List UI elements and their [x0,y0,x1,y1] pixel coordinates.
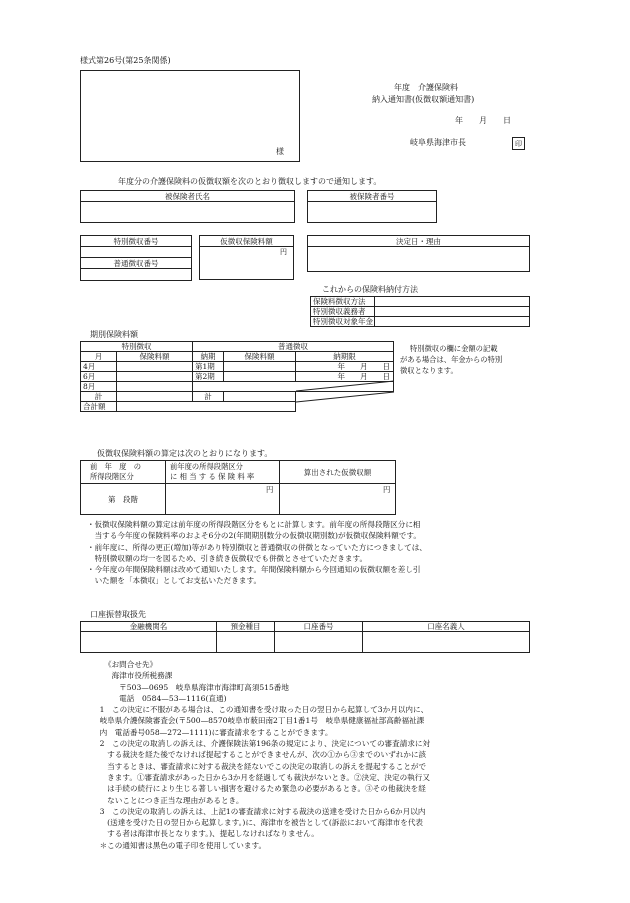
insured-number-label: 被保険者番号 [307,190,437,202]
col-month: 月 [80,351,117,362]
side-note-line: 徴収となります。 [400,366,458,375]
bank-header-account-holder: 口座名義人 [362,621,530,632]
term-cell: 第2期 [192,371,224,382]
col-amount-normal: 保険料額 [223,351,296,362]
yen-unit: 円 [383,485,391,494]
notice-title-line1: 年度 介護保険料 [394,83,458,92]
premium-rate-cell [165,483,280,515]
col-amount: 保険料額 [116,351,193,362]
income-stage-cell: 第 段階 [80,483,166,515]
form-number: 様式第26号(第25条関係) [80,56,171,65]
special-collection-no-label: 特別徴収番号 [80,235,192,247]
normal-collection-header: 普通徴収 [192,341,394,352]
note-line: する裁決を経た後でなければ提起することができませんが、次の①から③までのいずれかに該 [92,750,427,760]
note-line: 内 電話番号058—272—1111)に審査請求をすることができます。 [92,727,333,737]
notice-title-line2: 納入通知書(仮徴収額通知書) [372,95,475,104]
subtotal-label: 計 [80,391,117,402]
calc-note-line: 特別徴収額の均一を図るため、引き続き仮徴収でも併徴とさせていただきます。 [87,553,368,563]
period-table-title: 期別保険料額 [90,330,138,339]
note-line: ＊この通知書は黒色の電子印を使用しています。 [92,840,267,850]
calc-header-2-line: に 相 当 す る 保 険 料 率 [170,472,255,481]
payment-method-row: 特別徴収対象年金 [310,316,375,327]
side-note-line: がある場合は、年金からの特別 [400,355,503,364]
subtotal-label: 計 [192,391,224,402]
issue-date: 年 月 日 [455,116,511,125]
payment-method-title: これからの保険料納付方法 [322,285,418,294]
note-line: 電話 0584—53—1116(直通) [104,693,227,703]
bank-header-account-number: 口座番号 [274,621,363,632]
special-collection-header: 特別徴収 [80,341,193,352]
deadline-cell: 年 月 日 [295,371,394,382]
note-line: 海津市役所税務課 [104,671,173,681]
calc-title: 仮徴収保険料額の算定は次のとおりになります。 [97,449,273,458]
calc-header-2-line: 前年度の所得段階区分 [170,462,243,471]
note-line: は手続の続行により生じる著しい損害を避けるため緊急の必要があるとき。③その他裁決を経 [92,784,426,794]
note-line: 2 この決定の取消しの訴えは、介護保険法第196条の規定により、決定についての審査請求に対 [92,739,431,749]
calc-note-line: ・前年度に、所得の更正(増加)等があり特別徴収と普通徴収の併徴となっていた方につきましては、 [87,542,427,552]
calc-note-line: 当する今年度の保険料率のおよそ6分の2(年間期別数分の仮徴収期別数)が仮徴収保険料額です。 [87,531,421,541]
month-cell: 6月 [80,371,117,382]
intro-text: 年度分の介護保険料の仮徴収額を次のとおり徴収しますので通知します。 [118,177,382,186]
yen-unit: 円 [280,248,287,256]
note-line: する者は海津市長となります。)、提起しなければなりません。 [92,829,319,839]
calc-header-1-line: 所得段階区分 [90,472,134,481]
bank-value-cell [216,631,275,653]
note-line: 当するときは、審査請求に対する裁決を経ないでこの決定の取消しの訴えを提起することがで [92,761,427,771]
normal-collection-no-label: 普通徴収番号 [80,257,192,269]
insured-name-label: 被保険者氏名 [80,190,295,202]
note-line: (送達を受けた日の翌日から起算します。)に、海津市を被告として(訴訟において海津市を代表 [92,818,424,828]
calc-note-line: いた額を「本徴収」としてお支払いただきます。 [87,576,262,586]
total-label: 合計額 [80,401,117,412]
deadline-cell: 年 月 日 [295,361,394,372]
note-line: 〒503—0695 岐阜県海津市海津町高須515番地 [104,682,289,692]
calc-note-line: ・今年度の年間保険料額は改めて通知いたします。年間保険料額から今回通知の仮徴収額を差し引 [87,565,421,575]
seal-mark: 印 [512,137,525,150]
calc-note-line: ・仮徴収保険料額の算定は前年度の所得段階区分をもとに計算します。前年度の所得段階区分に相 [87,520,421,529]
payment-method-row: 特別徴収義務者 [310,306,375,317]
diagonal-lines [0,0,630,420]
provisional-amount-label: 仮徴収保険料額 [199,235,294,247]
col-deadline: 納期限 [295,351,394,362]
note-line: 1 この決定に不服がある場合は、この通知書を受け取った日の翌日から起算して3か月以内に、 [92,705,429,715]
note-line: ないことにつき正当な理由があるとき。 [92,795,244,805]
bank-header-account-type: 預金種目 [216,621,275,632]
month-cell: 8月 [80,381,117,392]
payment-method-row: 保険料徴収方法 [310,296,375,307]
bank-title: 口座振替取扱先 [90,610,146,619]
contact-heading: 《お問合せ先》 [104,660,158,669]
bank-value-cell [80,631,217,653]
bank-value-cell [362,631,530,653]
col-term: 納期 [192,351,224,362]
appeal-notes [92,659,430,851]
note-line: 岐阜県介護保険審査会(〒500—8570岐阜市薮田南2丁目1番1号 岐阜県健康福祉部高齢福祉課 [92,716,425,726]
calculated-amount-cell [279,483,396,515]
decision-label: 決定日・理由 [307,235,530,247]
bank-value-cell [274,631,363,653]
calc-notes [87,519,427,587]
calc-header-1-line: 前 年 度 の [90,462,142,471]
yen-unit: 円 [266,485,274,494]
bank-header-institution: 金融機関名 [80,621,217,632]
side-note-line: 特別徴収の欄に金額の記載 [410,344,498,353]
term-cell: 第1期 [192,361,224,372]
addressee-suffix: 様 [276,147,284,156]
note-line: 3 この決定の取消しの訴えは、上記1の審査請求に対する裁決の送達を受けた日から6か月以内 [92,806,426,816]
month-cell: 4月 [80,361,117,372]
note-line: きます。①審査請求があった日から3か月を経過しても裁決がないとき。②決定、決定の執行又 [92,772,430,782]
calc-header-3: 算出された仮徴収額 [279,460,396,484]
issuer-name: 岐阜県海津市長 [410,138,466,147]
